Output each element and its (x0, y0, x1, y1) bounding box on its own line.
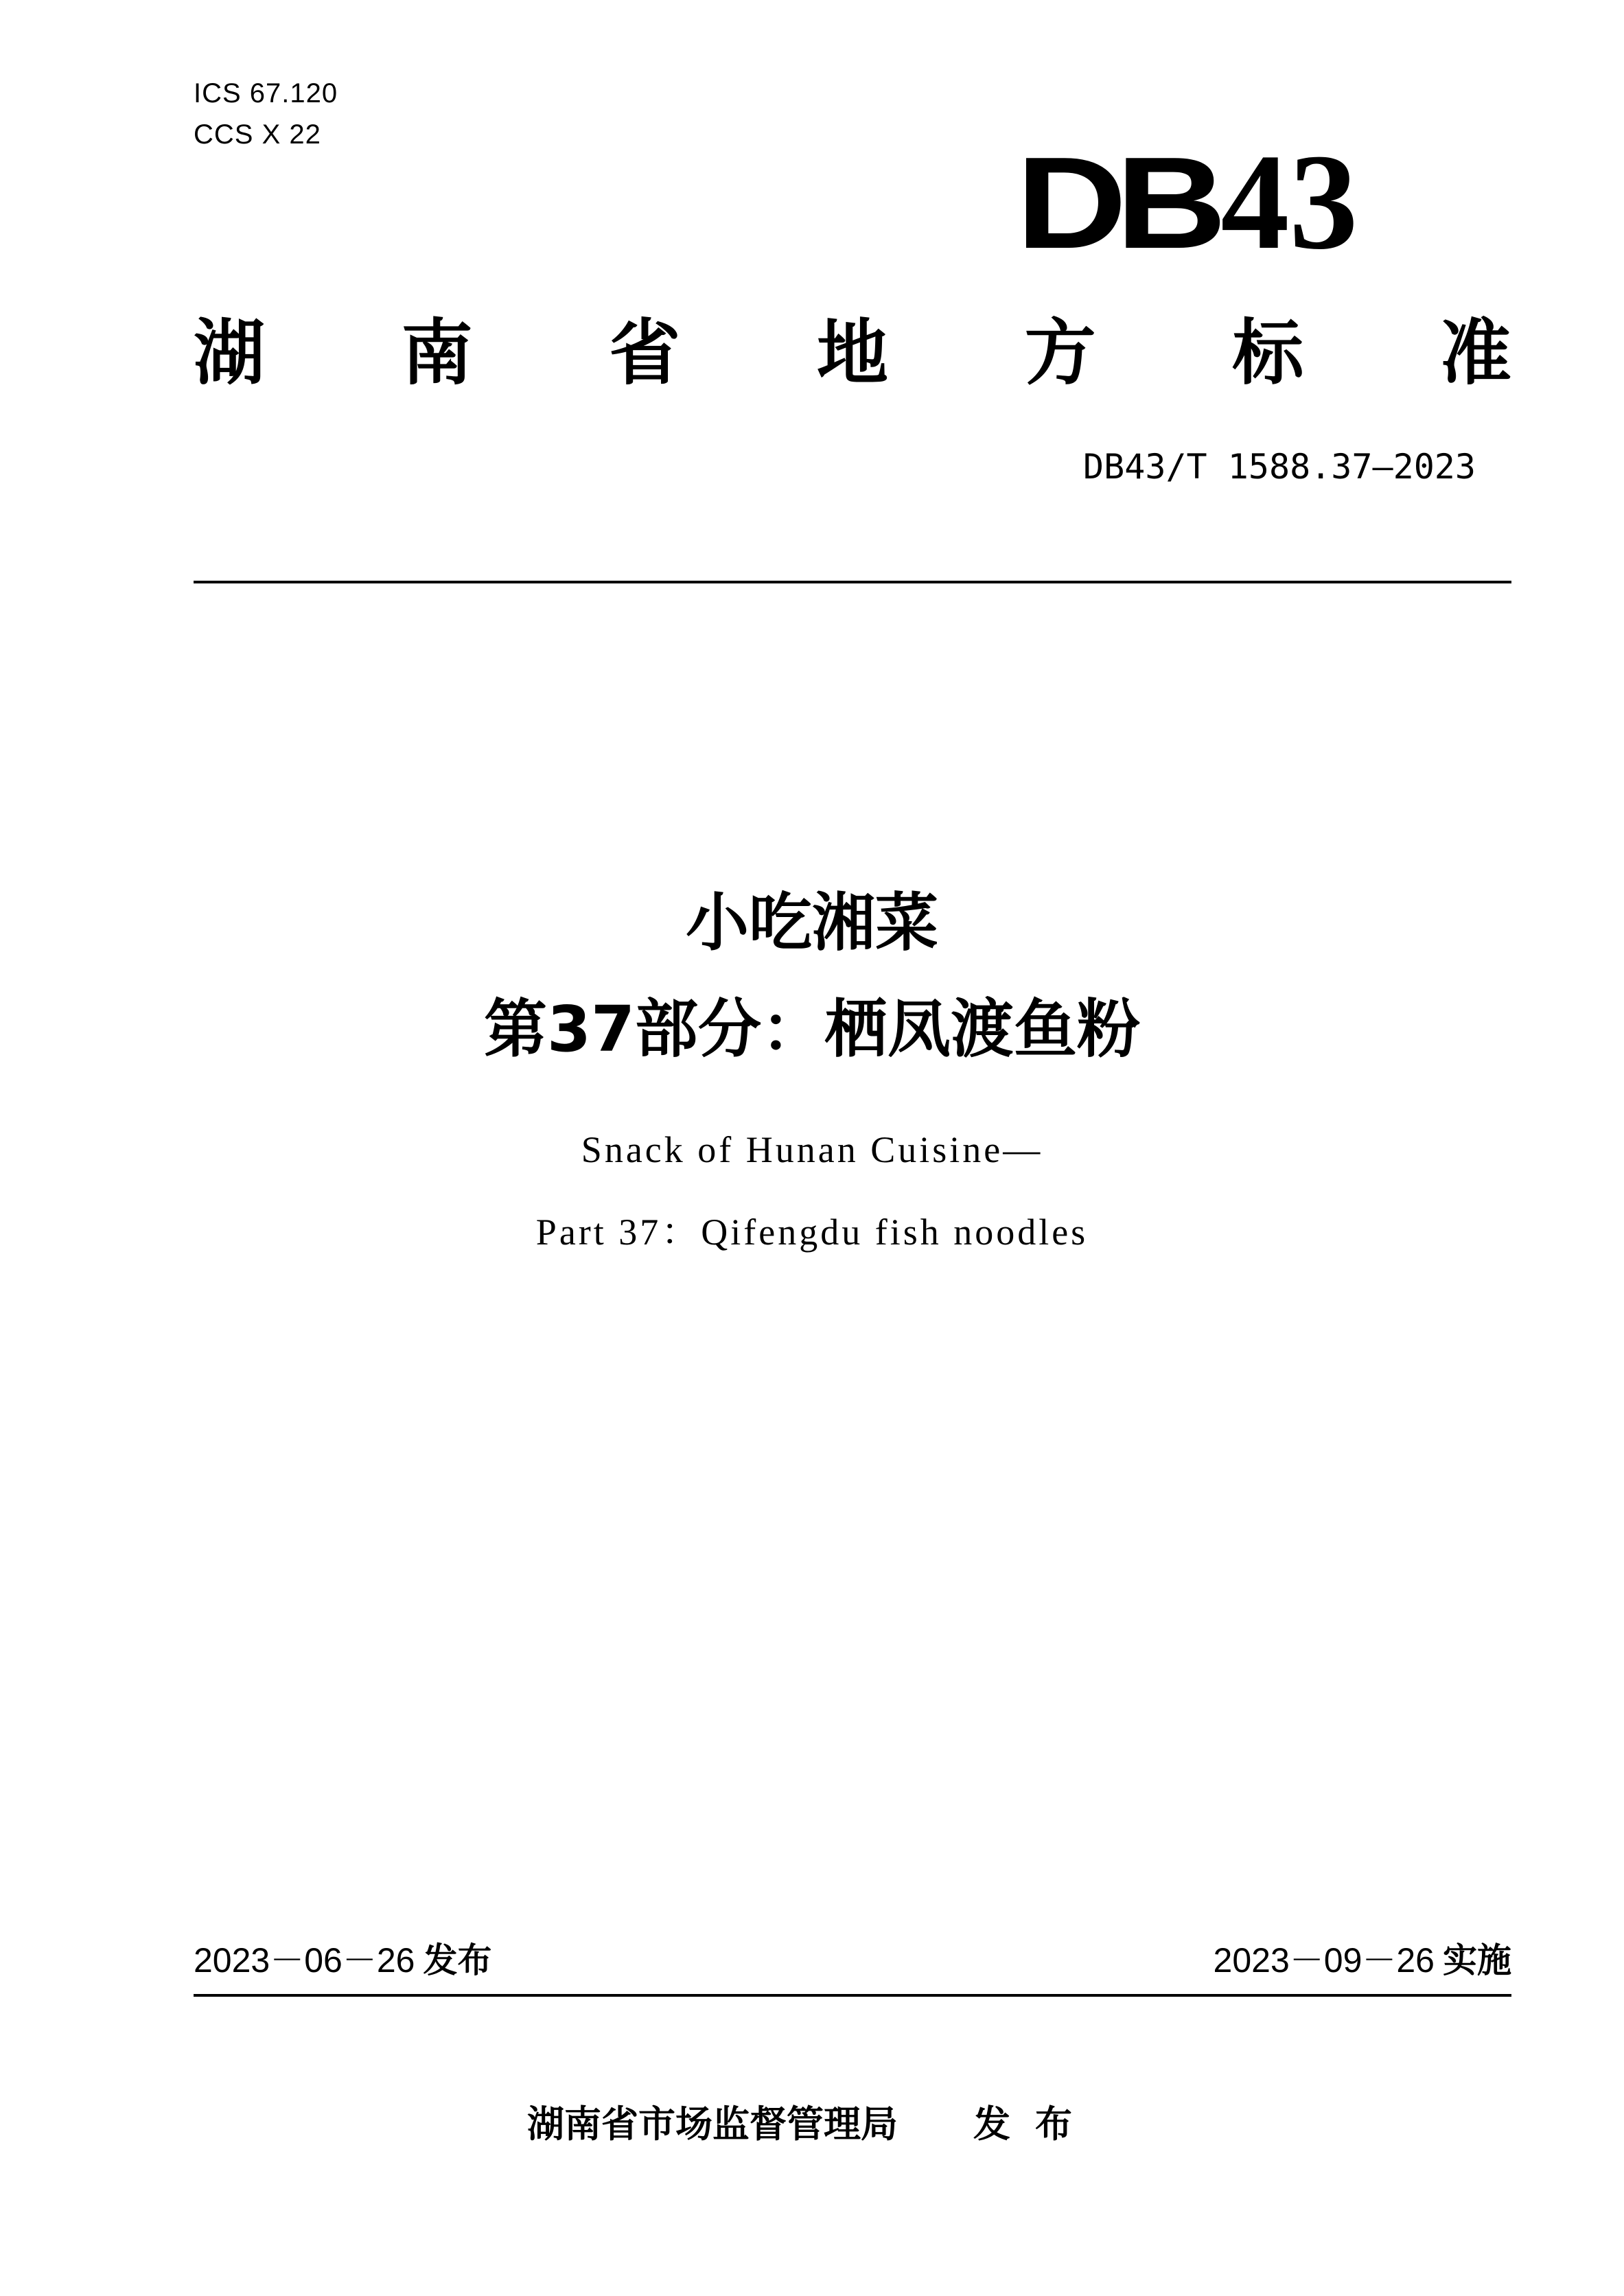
standard-number: DB43/T 1588.37—2023 (1083, 447, 1476, 487)
standard-type-char: 南 (401, 311, 473, 395)
chinese-title-line-1: 小吃湘菜 (685, 886, 938, 960)
ics-code: ICS 67.120 (194, 78, 338, 108)
ccs-code: CCS X 22 (194, 119, 321, 150)
issue-date (194, 1940, 491, 1981)
standard-type-char: 标 (1232, 311, 1304, 395)
standard-type-char: 湖 (194, 311, 266, 395)
standard-type-char: 地 (816, 311, 888, 395)
english-title-line-1: Snack of Hunan Cuisine— (581, 1129, 1043, 1170)
standard-type-char: 准 (1439, 311, 1511, 395)
publisher-name: 湖南省市场监督管理局 (527, 2102, 898, 2146)
implementation-date-value: 2023－09－26 (1213, 1941, 1435, 1980)
implementation-date (1214, 1940, 1511, 1981)
standard-type-char: 方 (1024, 311, 1096, 395)
chinese-title-line-2: 第37部分：栖凤渡鱼粉 (483, 993, 1141, 1066)
standard-type-title (194, 302, 1511, 395)
top-divider (194, 581, 1511, 583)
publisher-action: 发布 (973, 2102, 1097, 2146)
standard-mark (1016, 126, 1400, 278)
standard-mark-number: 43 (1220, 126, 1358, 278)
standard-type-char: 省 (609, 311, 681, 395)
issue-date-label: 发布 (423, 1940, 492, 1980)
issue-date-value: 2023－06－26 (194, 1941, 415, 1980)
bottom-divider (194, 1994, 1511, 1997)
english-title-line-2: Part 37：Qifengdu fish noodles (535, 1211, 1089, 1253)
implementation-date-label: 实施 (1443, 1940, 1511, 1980)
publisher-line (0, 2100, 1624, 2148)
standard-mark-prefix: DB (1016, 130, 1216, 276)
